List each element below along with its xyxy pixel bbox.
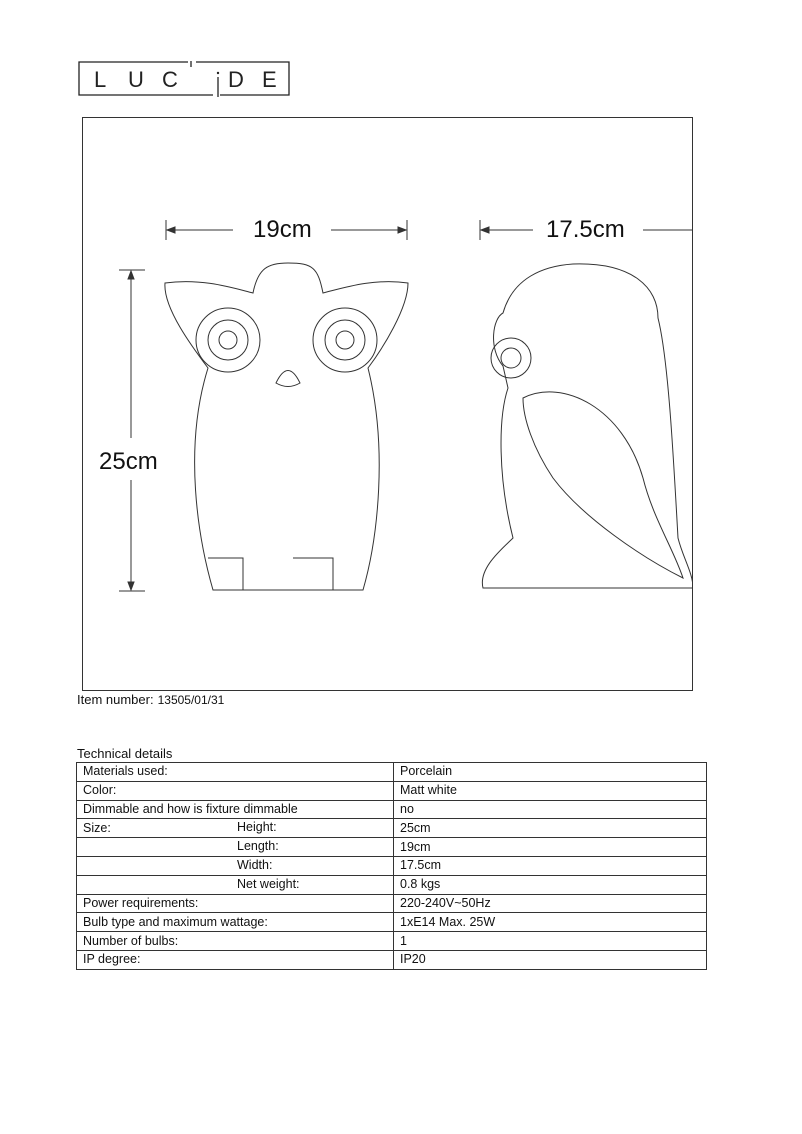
row-label-cell bbox=[77, 800, 394, 819]
product-drawing-frame bbox=[82, 117, 693, 691]
row-label: Bulb type and maximum wattage: bbox=[83, 914, 268, 929]
row-label-cell bbox=[77, 781, 394, 800]
row-sublabel: Width: bbox=[237, 857, 273, 872]
row-value: no bbox=[394, 800, 707, 819]
row-label: Dimmable and how is fixture dimmable bbox=[83, 801, 298, 816]
row-label-cell bbox=[77, 932, 394, 951]
table-row bbox=[77, 856, 707, 875]
table-row bbox=[77, 932, 707, 951]
table-row bbox=[77, 819, 707, 838]
row-value: Porcelain bbox=[394, 763, 707, 782]
row-label: Number of bulbs: bbox=[83, 933, 179, 948]
row-label-cell bbox=[77, 763, 394, 782]
row-value: 1 bbox=[394, 932, 707, 951]
row-value: 19cm bbox=[394, 838, 707, 857]
row-value: 25cm bbox=[394, 819, 707, 838]
row-label-cell bbox=[77, 950, 394, 969]
row-label: Size: bbox=[83, 820, 111, 835]
logo-letter: U bbox=[128, 67, 144, 92]
row-label-cell bbox=[77, 875, 394, 894]
logo-frame bbox=[78, 61, 290, 97]
dimension-side-width: 17.5cm bbox=[546, 216, 625, 243]
row-label: IP degree: bbox=[83, 952, 141, 967]
item-number bbox=[77, 692, 224, 707]
table-row bbox=[77, 763, 707, 782]
row-sublabel: Net weight: bbox=[237, 876, 300, 891]
dimension-height: 25cm bbox=[99, 448, 158, 475]
lucide-logo bbox=[78, 61, 290, 97]
row-label: Color: bbox=[83, 783, 117, 798]
logo-letter: E bbox=[262, 67, 277, 92]
technical-details-table bbox=[76, 762, 707, 970]
row-value: 1xE14 Max. 25W bbox=[394, 913, 707, 932]
logo-letter: C bbox=[162, 67, 178, 92]
row-sublabel: Height: bbox=[237, 820, 277, 835]
owl-line-drawing bbox=[83, 118, 692, 690]
row-value: 0.8 kgs bbox=[394, 875, 707, 894]
table-row bbox=[77, 875, 707, 894]
row-label-cell bbox=[77, 913, 394, 932]
table-row bbox=[77, 950, 707, 969]
table-row bbox=[77, 894, 707, 913]
row-label-cell bbox=[77, 894, 394, 913]
dimension-front-width: 19cm bbox=[253, 216, 312, 243]
row-label-cell bbox=[77, 819, 394, 838]
row-label: Materials used: bbox=[83, 764, 168, 779]
row-label: Power requirements: bbox=[83, 895, 199, 910]
technical-details-title: Technical details bbox=[77, 746, 173, 761]
row-value: 17.5cm bbox=[394, 856, 707, 875]
row-label-cell bbox=[77, 856, 394, 875]
logo-letter: L bbox=[94, 67, 107, 92]
table-row bbox=[77, 838, 707, 857]
row-sublabel: Length: bbox=[237, 839, 279, 854]
row-value: Matt white bbox=[394, 781, 707, 800]
row-value: IP20 bbox=[394, 950, 707, 969]
table-row bbox=[77, 913, 707, 932]
row-value: 220-240V~50Hz bbox=[394, 894, 707, 913]
table-row bbox=[77, 800, 707, 819]
item-number-value: 13505/01/31 bbox=[157, 693, 225, 707]
item-number-label: Item number: bbox=[77, 692, 154, 707]
logo-letter: D bbox=[228, 67, 244, 92]
row-label-cell bbox=[77, 838, 394, 857]
table-row bbox=[77, 781, 707, 800]
